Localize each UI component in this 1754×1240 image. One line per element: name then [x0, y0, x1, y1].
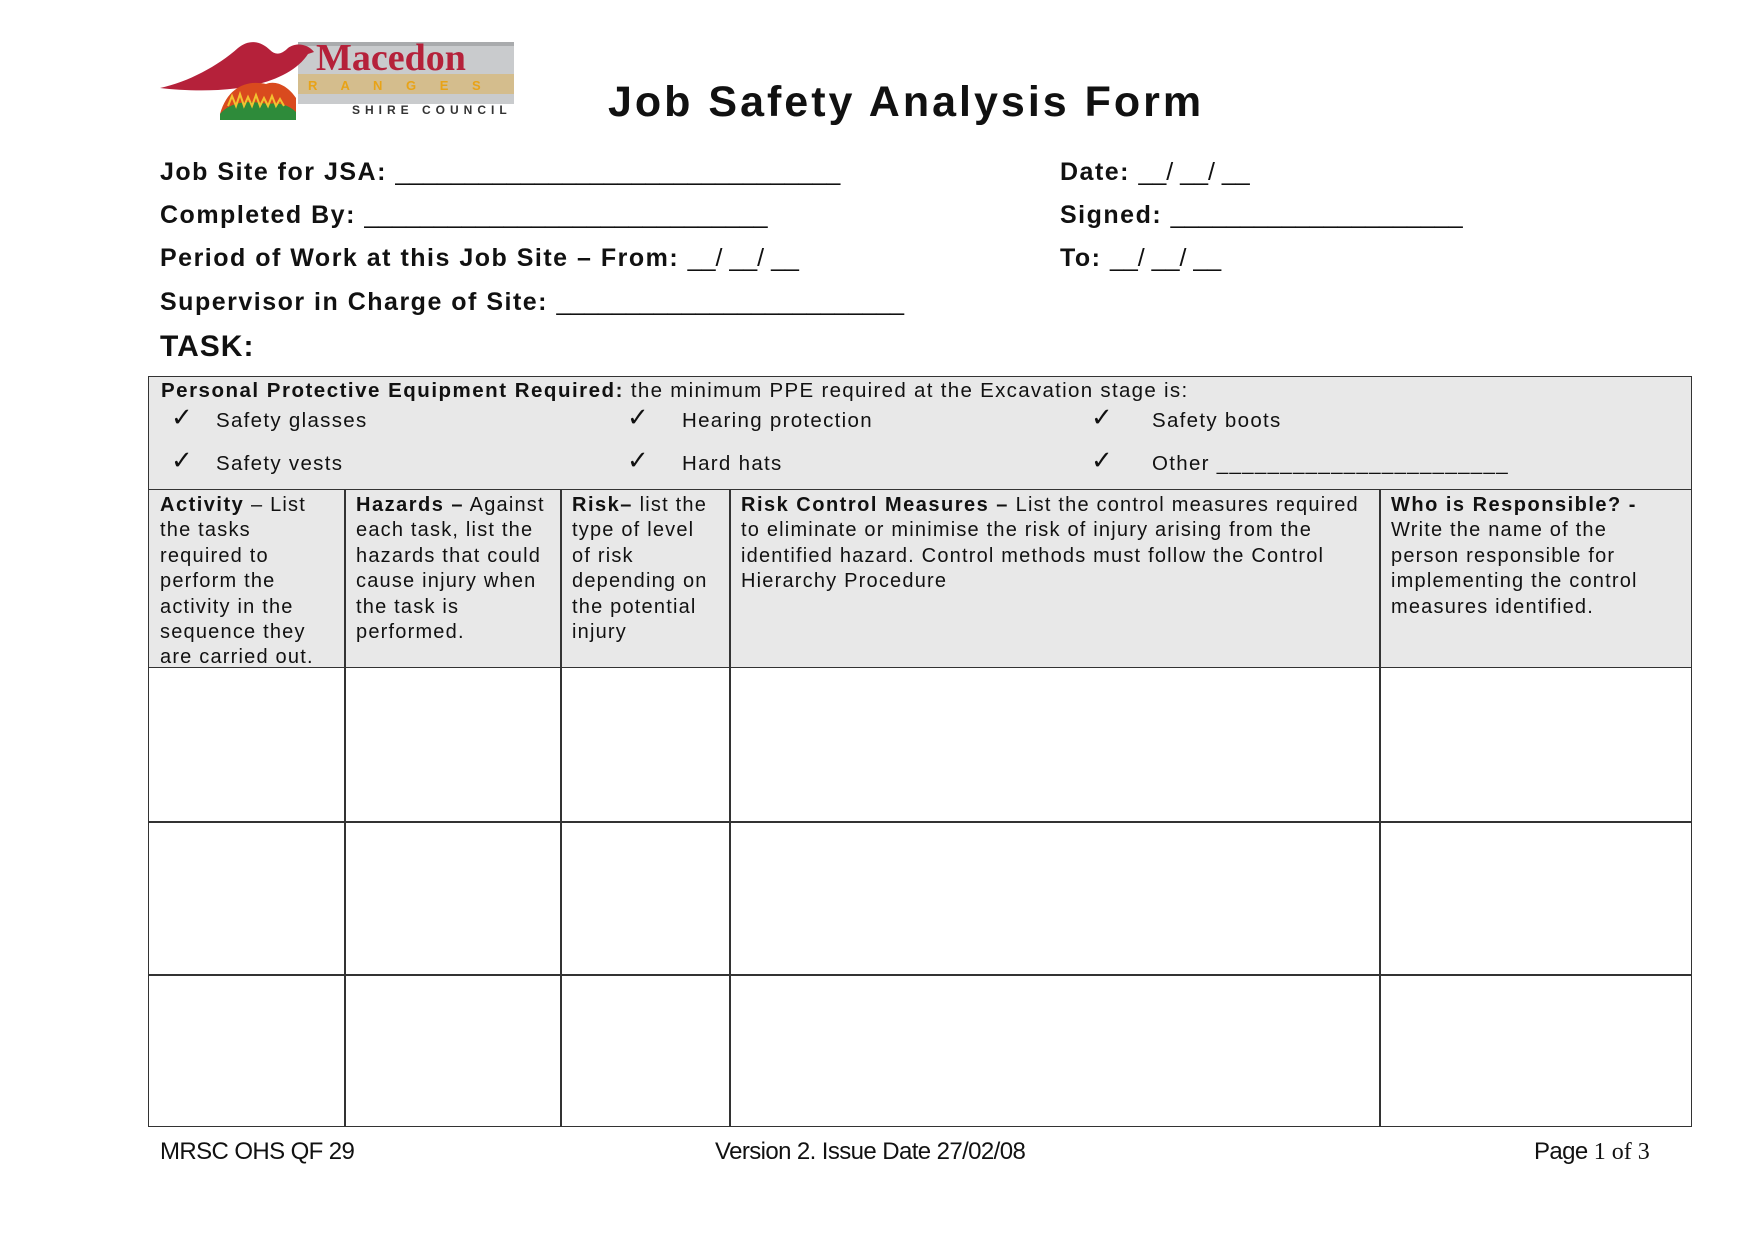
- responsible-cell[interactable]: [1380, 974, 1691, 1126]
- column-desc: Against each task, list the hazards that could cause injury when the task is performed.: [356, 494, 545, 644]
- footer-form-code: MRSC OHS QF 29: [160, 1138, 355, 1165]
- risk-cell[interactable]: [561, 974, 730, 1126]
- job-site-blank[interactable]: ________________________________: [395, 158, 841, 186]
- job-site-field[interactable]: [160, 158, 840, 187]
- logo-wordmark: Macedon: [316, 37, 466, 79]
- signed-field[interactable]: [1060, 201, 1463, 230]
- date-blank[interactable]: __/ __/ __: [1138, 158, 1250, 186]
- column-divider: [344, 490, 346, 1126]
- footer-version: Version 2. Issue Date 27/02/08: [715, 1138, 1026, 1165]
- ppe-item: Hearing protection: [682, 409, 873, 432]
- column-header-responsible: [1380, 490, 1691, 667]
- signed-blank[interactable]: _____________________: [1170, 201, 1463, 229]
- supervisor-blank[interactable]: _________________________: [556, 288, 905, 316]
- period-field[interactable]: [160, 244, 799, 273]
- hazards-cell[interactable]: [345, 668, 561, 821]
- column-title: Hazards –: [356, 494, 464, 516]
- logo-tagline: SHIRE COUNCIL: [352, 103, 512, 117]
- period-label: Period of Work at this Job Site – From:: [160, 244, 680, 272]
- to-field[interactable]: [1060, 244, 1221, 273]
- page-of: 1 of 3: [1593, 1139, 1650, 1165]
- hazards-cell[interactable]: [345, 821, 561, 974]
- row-divider: [149, 974, 1691, 976]
- risk-cell[interactable]: [561, 668, 730, 821]
- to-label: To:: [1060, 244, 1102, 272]
- check-icon[interactable]: ✓: [1091, 446, 1113, 476]
- check-icon[interactable]: ✓: [627, 403, 649, 433]
- column-header-risk: [561, 490, 730, 667]
- page-label: Page: [1534, 1138, 1588, 1165]
- column-divider: [729, 490, 731, 1126]
- page-title: Job Safety Analysis Form: [608, 78, 1205, 126]
- ppe-item: Hard hats: [682, 452, 783, 475]
- ppe-text: the minimum PPE required at the Excavation stage is:: [623, 379, 1189, 402]
- to-blank[interactable]: __/ __/ __: [1109, 244, 1222, 272]
- footer-page-number: [1534, 1138, 1650, 1166]
- check-icon[interactable]: ✓: [1091, 403, 1113, 433]
- ppe-item[interactable]: Other _______________________: [1152, 452, 1509, 475]
- ppe-section: [149, 377, 1691, 490]
- table-row: [149, 974, 1691, 1126]
- table-row: [149, 821, 1691, 974]
- completed-by-blank[interactable]: _____________________________: [364, 201, 768, 229]
- column-desc: List the control measures required to eliminate or minimise the risk of injury arising from the identified hazard. Control methods must follow the Control Hierarchy Procedure: [741, 494, 1359, 593]
- column-header-activity: [149, 490, 345, 667]
- controls-cell[interactable]: [730, 821, 1380, 974]
- period-blank[interactable]: __/ __/ __: [687, 244, 799, 272]
- ppe-item: Safety glasses: [216, 409, 368, 432]
- risk-cell[interactable]: [561, 821, 730, 974]
- column-header-hazards: [345, 490, 561, 667]
- ppe-item: Safety vests: [216, 452, 344, 475]
- council-logo: [158, 36, 520, 124]
- activity-cell[interactable]: [149, 974, 345, 1126]
- controls-cell[interactable]: [730, 668, 1380, 821]
- activity-cell[interactable]: [149, 821, 345, 974]
- row-divider: [149, 821, 1691, 823]
- date-field[interactable]: [1060, 158, 1250, 187]
- responsible-cell[interactable]: [1380, 668, 1691, 821]
- column-divider: [1379, 490, 1381, 1126]
- check-icon[interactable]: ✓: [171, 403, 193, 433]
- ppe-item: Safety boots: [1152, 409, 1282, 432]
- signed-label: Signed:: [1060, 201, 1163, 229]
- ppe-label: Personal Protective Equipment Required:: [161, 379, 624, 402]
- hazards-cell[interactable]: [345, 974, 561, 1126]
- supervisor-label: Supervisor in Charge of Site:: [160, 288, 549, 316]
- column-title: Activity: [160, 494, 245, 516]
- column-title: Risk Control Measures –: [741, 494, 1009, 516]
- completed-by-label: Completed By:: [160, 201, 356, 229]
- job-site-label: Job Site for JSA:: [160, 158, 387, 186]
- activity-cell[interactable]: [149, 668, 345, 821]
- column-title: Risk–: [572, 494, 633, 516]
- ppe-intro: [161, 379, 1188, 403]
- column-title: Who is Responsible? -: [1391, 494, 1637, 516]
- check-icon[interactable]: ✓: [171, 446, 193, 476]
- column-header-controls: [730, 490, 1380, 667]
- task-label: TASK:: [160, 330, 255, 363]
- column-desc: Write the name of the person responsible for implementing the control measures identified.: [1391, 519, 1638, 618]
- check-icon[interactable]: ✓: [627, 446, 649, 476]
- logo-ranges: R A N G E S: [308, 78, 491, 93]
- column-desc: – List the tasks required to perform the activity in the sequence they are carried out.: [160, 494, 314, 669]
- date-label: Date:: [1060, 158, 1131, 186]
- responsible-cell[interactable]: [1380, 821, 1691, 974]
- controls-cell[interactable]: [730, 974, 1380, 1126]
- supervisor-field[interactable]: [160, 288, 904, 317]
- completed-by-field[interactable]: [160, 201, 768, 230]
- table-row: [149, 668, 1691, 821]
- column-divider: [560, 490, 562, 1126]
- column-desc: list the type of level of risk depending on the potential injury: [572, 494, 708, 644]
- jsa-table: [148, 376, 1692, 1127]
- column-header-row: [149, 490, 1691, 668]
